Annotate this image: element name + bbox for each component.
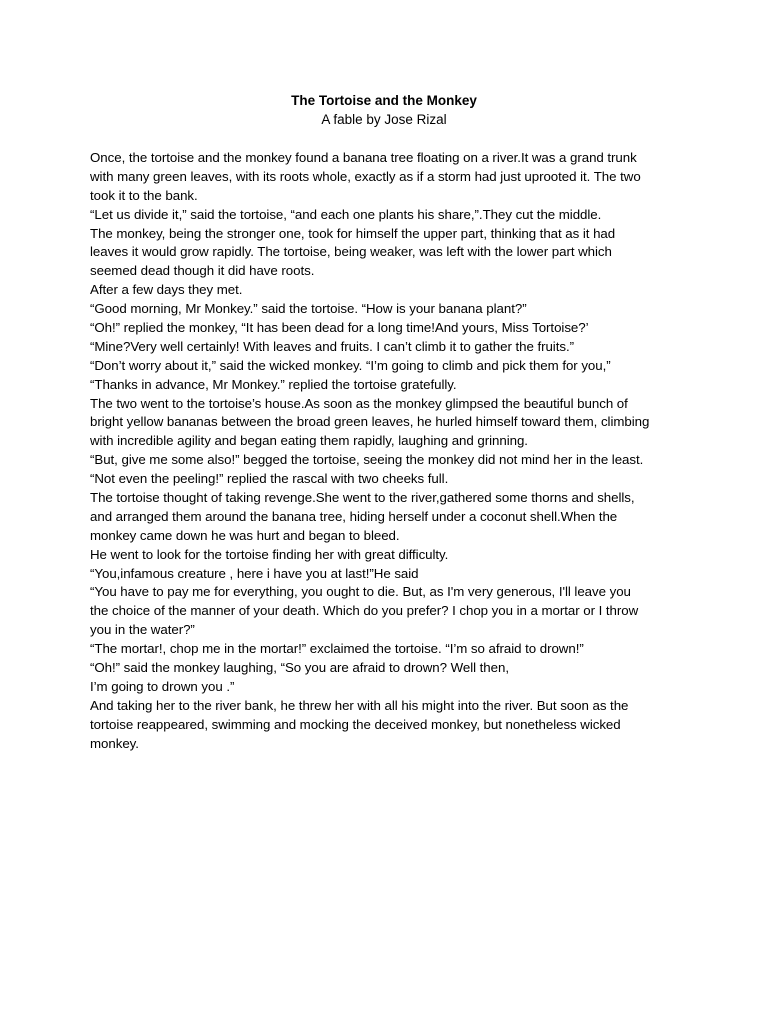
body-text-line: you in the water?” — [90, 622, 195, 638]
body-text-line: And taking her to the river bank, he threw her with all his might into the river. But soon as the — [90, 697, 629, 713]
body-text-line: with many green leaves, with its roots whole, exactly as if a storm had just uprooted it. The two — [90, 168, 641, 184]
body-text-line: The monkey, being the stronger one, took for himself the upper part, thinking that as it had — [90, 225, 616, 241]
body-text-line: “Mine?Very well certainly! With leaves and fruits. I can’t climb it to gather the fruits.” — [90, 338, 574, 354]
body-text-line: the choice of the manner of your death. Which do you prefer? I chop you in a mortar or I throw — [90, 603, 639, 619]
document-title: The Tortoise and the Monkey — [291, 93, 477, 108]
body-text-line: The two went to the tortoise’s house.As soon as the monkey glimpsed the beautiful bunch of — [90, 395, 628, 411]
document-subtitle: A fable by Jose Rizal — [321, 112, 447, 127]
body-text-line: leaves it would grow rapidly. The tortoise, being weaker, was left with the lower part which — [90, 244, 612, 260]
body-text-line: The tortoise thought of taking revenge.She went to the river,gathered some thorns and shells, — [90, 490, 635, 506]
body-text-line: seemed dead though it did have roots. — [90, 263, 315, 279]
body-text-line: tortoise reappeared, swimming and mocking the deceived monkey, but nonetheless wicked — [90, 716, 621, 732]
body-text-line: “Good morning, Mr Monkey.” said the tortoise. “How is your banana plant?” — [90, 301, 527, 317]
body-text-line: and arranged them around the banana tree, hiding herself under a coconut shell.When the — [90, 508, 618, 524]
body-text-line: “You,infamous creature , here i have you at last!”He said — [90, 565, 419, 581]
body-text-line: “But, give me some also!” begged the tortoise, seeing the monkey did not mind her in the least. — [90, 452, 644, 468]
body-text-line: “You have to pay me for everything, you ought to die. But, as I'm very generous, I'll leave you — [90, 584, 631, 600]
body-text-line: “Not even the peeling!” replied the rascal with two cheeks full. — [90, 471, 449, 487]
body-text-line: “Oh!” replied the monkey, “It has been dead for a long time!And yours, Miss Tortoise?’ — [90, 320, 589, 336]
body-text-line: I’m going to drown you .” — [90, 678, 235, 694]
body-text-line: “Let us divide it,” said the tortoise, “and each one plants his share,”.They cut the middle. — [90, 206, 602, 222]
document-body — [90, 149, 690, 754]
body-text-line: with incredible agility and began eating them rapidly, laughing and grinning. — [90, 433, 528, 449]
body-text-line: “Don’t worry about it,” said the wicked monkey. “I’m going to climb and pick them for you,” — [90, 357, 611, 373]
body-text-line: “Thanks in advance, Mr Monkey.” replied the tortoise gratefully. — [90, 376, 457, 392]
body-text-line: He went to look for the tortoise finding her with great difficulty. — [90, 546, 449, 562]
body-text-line: monkey. — [90, 735, 139, 751]
body-text-line: bright yellow bananas between the broad green leaves, he hurled himself toward them, climbing — [90, 414, 650, 430]
body-text-line: “The mortar!, chop me in the mortar!” exclaimed the tortoise. “I’m so afraid to drown!” — [90, 641, 584, 657]
body-text-line: “Oh!” said the monkey laughing, “So you are afraid to drown? Well then, — [90, 660, 509, 676]
body-text-line: After a few days they met. — [90, 282, 243, 298]
body-text-line: Once, the tortoise and the monkey found a banana tree floating on a river.It was a grand trunk — [90, 150, 637, 165]
body-text-line: monkey came down he was hurt and began to bleed. — [90, 527, 400, 543]
body-text-line: took it to the bank. — [90, 187, 198, 203]
